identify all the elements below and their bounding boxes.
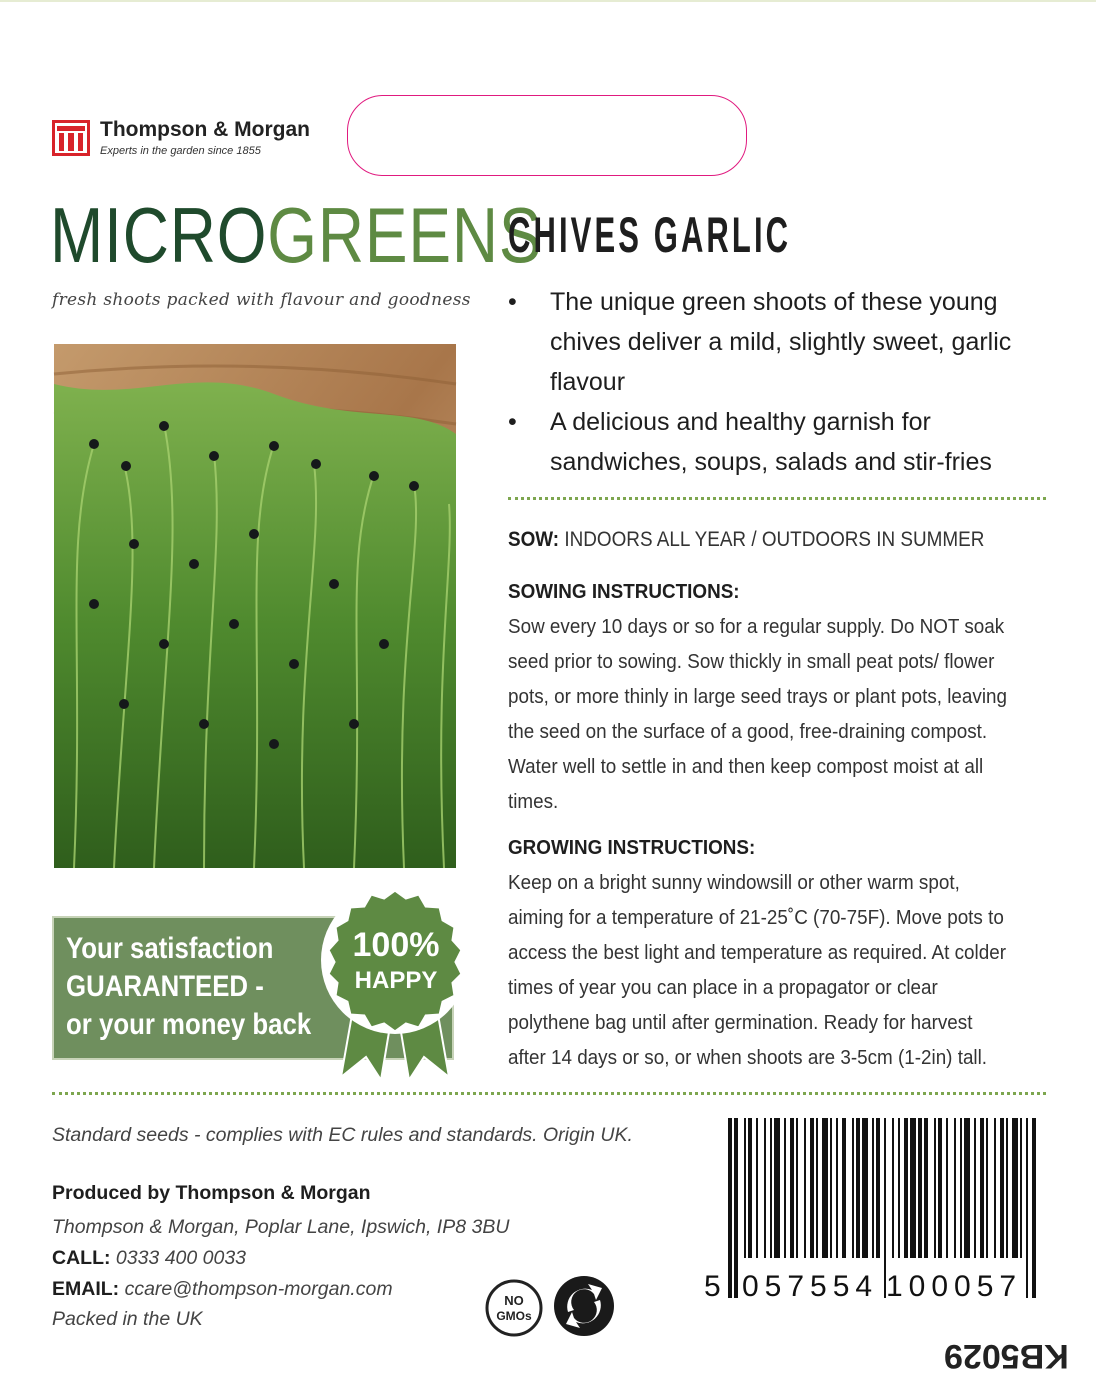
barcode-bar [910,1118,916,1258]
barcode-bar [1020,1118,1022,1258]
sow-line [508,528,984,552]
section-divider [508,497,1046,500]
address-text: Thompson & Morgan, Poplar Lane, Ipswich, IP8 3BU [52,1216,510,1238]
barcode-bar [796,1118,798,1258]
feature-list [508,282,1028,482]
barcode-bar [816,1118,818,1258]
barcode-bar [898,1118,900,1258]
product-code: KB5029 [944,1337,1069,1375]
barcode-bar [856,1118,860,1258]
sow-value: INDOORS ALL YEAR / OUTDOORS IN SUMMER [559,528,985,551]
badge-percent: 100% [352,926,440,964]
barcode-bar [810,1118,814,1258]
growing-instructions [508,830,1009,1075]
barcode-bar [862,1118,868,1258]
guarantee-line-3: or your money back [66,1008,312,1041]
growing-text: Keep on a bright sunny windowsill or other warm spot, aiming for a temperature of 21-25˚C (70-75F). Move pots to access the best light and temperature as required. At colder times of year you can place in a propagator or clear polythene bag until after germination. Ready for harvest after 14 days or so, or when shoots are 3-5cm (1-2in) tall. [508,871,1006,1069]
barcode-bar [1026,1118,1028,1298]
no-gmo-line1: NO [504,1293,524,1308]
range-title [50,191,543,279]
barcode-bar [994,1118,996,1258]
barcode-bar [954,1118,956,1258]
barcode-bar [924,1118,928,1258]
guarantee-line-1: Your satisfaction [66,932,274,965]
range-title-part1: MICRO [50,191,268,279]
barcode-bar [1012,1118,1018,1258]
address-line [52,1216,509,1239]
call-label: CALL: [52,1247,111,1269]
barcode-bar [892,1118,894,1258]
barcode-bar [852,1118,854,1258]
barcode-bar [986,1118,988,1258]
barcode-bar [830,1118,832,1258]
guarantee-line-2: GUARANTEED - [66,970,264,1003]
produced-by-text: Produced by Thompson & Morgan [52,1182,371,1204]
email-label: EMAIL: [52,1278,120,1300]
thompson-morgan-logo-icon [52,120,90,156]
barcode-bar [744,1118,746,1258]
barcode [704,1118,1042,1308]
barcode-bar [842,1118,846,1258]
barcode-bar [728,1118,732,1298]
range-title-part2: GREENS [267,191,543,279]
growing-heading: GROWING INSTRUCTIONS: [508,836,756,859]
guarantee-text [66,930,312,1044]
product-title: CHIVES GARLIC [508,207,792,263]
feature-text: A delicious and healthy garnish for sandwiches, soups, salads and stir-fries [550,408,992,476]
barcode-bar [904,1118,908,1258]
barcode-bar [918,1118,922,1258]
barcode-bar [770,1118,772,1258]
feature-item [508,282,1028,402]
brand-name: Thompson & Morgan [100,118,310,141]
sowing-text: Sow every 10 days or so for a regular supply. Do NOT soak seed prior to sowing. Sow thickly in small peat pots/ flower pots, or more thinly in large seed trays or plant pots, leaving the seed on the surface of a good, free-draining compost. Water well to settle in and then keep compost moist at all times. [508,615,1007,813]
barcode-bar [734,1118,738,1298]
sowing-heading: SOWING INSTRUCTIONS: [508,580,740,603]
barcode-first-digit: 5 [704,1270,721,1303]
standard-seeds-note [52,1124,633,1147]
barcode-bar [804,1118,806,1258]
bullet-icon: • [508,408,517,436]
no-gmo-icon [484,1278,544,1338]
happy-rosette-badge [316,882,474,1082]
standard-seeds-text: Standard seeds - complies with EC rules and standards. Origin UK. [52,1124,633,1146]
barcode-bar [836,1118,838,1258]
barcode-bar [974,1118,976,1258]
brand-tagline: Experts in the garden since 1855 [100,145,261,157]
barcode-bar [938,1118,942,1258]
call-value: 0333 400 0033 [110,1247,247,1269]
recycle-icon [552,1274,616,1338]
call-line [52,1247,246,1270]
packed-text: Packed in the UK [52,1308,203,1330]
no-gmo-line2: GMOs [496,1309,532,1323]
product-photo [54,344,456,868]
produced-by [52,1182,371,1205]
barcode-bar [964,1118,970,1258]
barcode-bar [1032,1118,1036,1298]
feature-text: The unique green shoots of these young chives deliver a mild, slightly sweet, garlic flavour [550,288,1012,396]
barcode-bar [822,1118,828,1258]
barcode-bar [934,1118,936,1258]
barcode-bar [784,1118,786,1258]
barcode-bar [774,1118,780,1258]
barcode-bar [960,1118,962,1258]
barcode-bar [756,1118,758,1258]
price-label-box [347,95,747,176]
barcode-group-2: 100057 [886,1270,1023,1303]
brand-header [52,118,342,162]
footer-divider [52,1092,1046,1095]
top-rule [0,0,1096,2]
email-value: ccare@thompson-morgan.com [119,1278,393,1300]
barcode-bar [946,1118,948,1258]
barcode-bar [790,1118,794,1258]
barcode-bar [1006,1118,1008,1258]
packed-line [52,1308,203,1331]
barcode-group-1: 057554 [742,1270,879,1303]
badge-happy: HAPPY [354,967,438,994]
range-tagline: fresh shoots packed with flavour and goodness [52,290,471,310]
sow-label: SOW: [508,528,560,551]
barcode-bar [764,1118,766,1258]
bullet-icon: • [508,288,517,316]
feature-item [508,402,1028,482]
barcode-bar [980,1118,984,1258]
barcode-bar [1000,1118,1004,1258]
email-line [52,1278,393,1301]
barcode-bar [748,1118,752,1258]
sowing-instructions [508,574,1009,819]
